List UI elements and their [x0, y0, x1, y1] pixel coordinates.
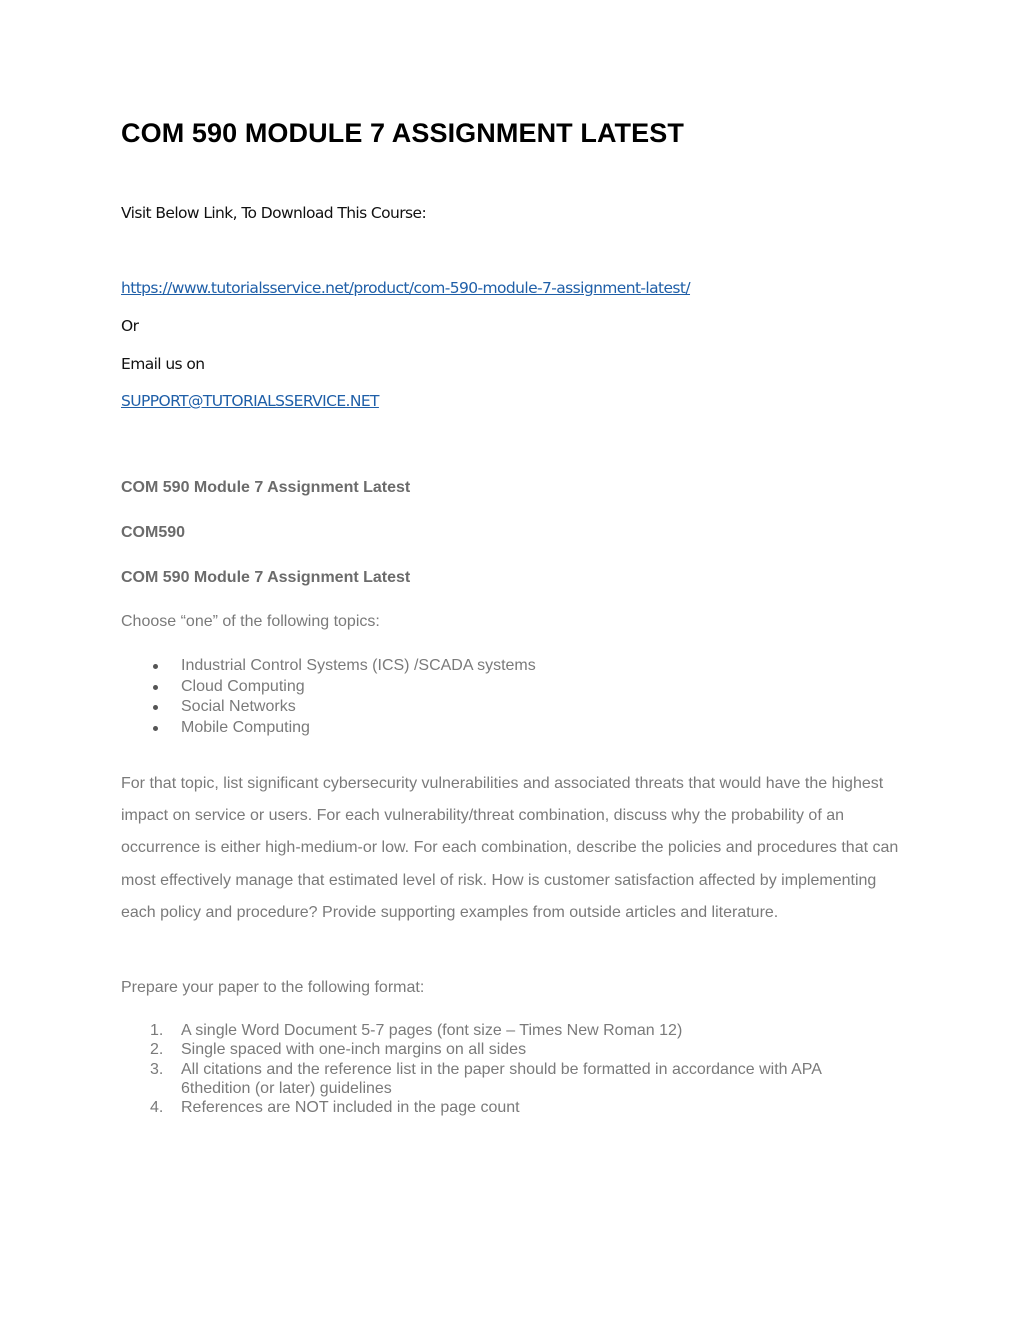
support-email-link[interactable]: SUPPORT@TUTORIALSSERVICE.NET	[121, 392, 379, 410]
choose-topic-text: Choose “one” of the following topics:	[121, 613, 380, 630]
list-number: 4.	[150, 1099, 164, 1117]
list-number: 3.	[150, 1060, 164, 1078]
list-number: 1.	[150, 1022, 164, 1039]
list-item	[121, 1098, 881, 1117]
format-intro: Prepare your paper to the following format:	[121, 979, 425, 996]
list-number: 2.	[150, 1041, 164, 1059]
list-item	[121, 1040, 881, 1059]
email-intro: Email us on	[121, 355, 205, 373]
visit-instruction: Visit Below Link, To Download This Course:	[121, 204, 427, 222]
support-email-line	[121, 392, 379, 410]
bullet-icon	[153, 664, 158, 669]
or-text: Or	[121, 317, 139, 335]
topic-list	[121, 656, 536, 738]
instructions-paragraph: For that topic, list significant cybersecurity vulnerabilities and associated threats that would have the highest impact on service or users. For each vulnerability/threat combination, discuss why the probability of an occurrence is either high-medium-or low. For each combination, describe the policies and procedures that can most effectively manage that estimated level of risk. How is customer satisfaction affected by implementing each policy and procedure? Provide supporting examples from outside articles and literature.	[121, 775, 899, 921]
bullet-icon	[153, 726, 158, 731]
format-item-text: A single Word Document 5-7 pages (font size – Times New Roman 12)	[181, 1022, 683, 1039]
bullet-icon	[153, 685, 158, 690]
document-title: COM 590 MODULE 7 ASSIGNMENT LATEST	[121, 118, 684, 148]
course-code: COM590	[121, 524, 186, 541]
assignment-subheading: COM 590 Module 7 Assignment Latest	[121, 569, 411, 586]
topic-label: Mobile Computing	[181, 718, 310, 736]
format-item-text: References are NOT included in the page count	[181, 1099, 520, 1117]
format-item-text: Single spaced with one-inch margins on all sides	[181, 1041, 527, 1059]
list-item	[121, 718, 536, 739]
topic-label: Social Networks	[181, 698, 296, 715]
list-item	[121, 677, 536, 698]
course-download-link[interactable]: https://www.tutorialsservice.net/product/com-590-module-7-assignment-latest/	[121, 279, 691, 297]
format-list	[121, 1021, 881, 1117]
format-item-text: All citations and the reference list in the paper should be formatted in accordance with APA 6thedition (or later) guidelines	[181, 1060, 822, 1097]
course-link-line	[121, 279, 690, 297]
list-item	[121, 697, 536, 718]
list-item	[121, 656, 536, 677]
assignment-heading: COM 590 Module 7 Assignment Latest	[121, 479, 411, 496]
topic-label: Industrial Control Systems (ICS) /SCADA systems	[181, 657, 536, 674]
bullet-icon	[153, 705, 158, 710]
topic-label: Cloud Computing	[181, 677, 305, 695]
list-item	[121, 1060, 881, 1099]
list-item	[121, 1021, 881, 1040]
